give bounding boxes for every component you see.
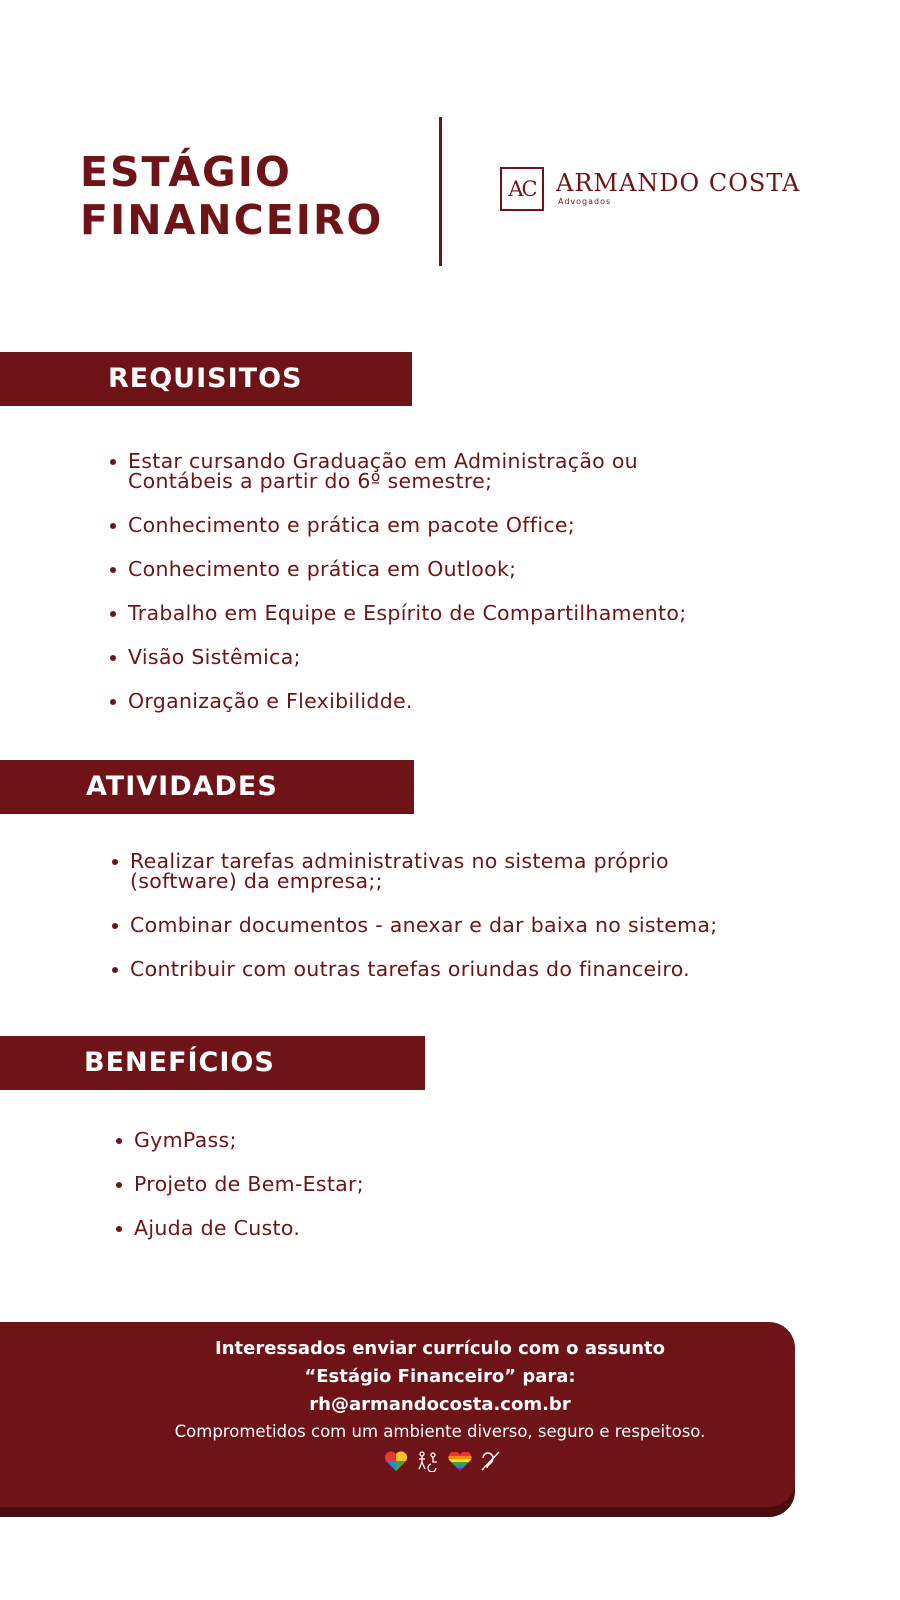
footer-line-2: “Estágio Financeiro” para:: [304, 1366, 576, 1387]
list-item: Estar cursando Graduação em Administração ou: [108, 452, 686, 471]
list-item: Conhecimento e prática em Outlook;: [108, 560, 686, 579]
accessibility-icon: [415, 1450, 441, 1472]
logo-subtitle: Advogados: [558, 197, 612, 206]
section-header-beneficios: [0, 1036, 425, 1090]
list-item: Combinar documentos - anexar e dar baixa no sistema;: [110, 916, 718, 935]
section-header-label: BENEFÍCIOS: [84, 1047, 275, 1078]
commitment-text: Comprometidos com um ambiente diverso, seguro e respeitoso.: [174, 1422, 706, 1441]
contact-footer: [0, 1322, 795, 1507]
section-header-atividades: [0, 760, 414, 814]
contact-email[interactable]: rh@armandocosta.com.br: [309, 1394, 571, 1415]
list-item-continuation: Contábeis a partir do 6º semestre;: [128, 469, 493, 493]
list-item: Ajuda de Custo.: [114, 1219, 364, 1238]
logo-mark: AC: [500, 167, 544, 211]
list-item: Projeto de Bem-Estar;: [114, 1175, 364, 1194]
atividades-list: [110, 849, 718, 981]
hearing-aid-icon: [479, 1450, 505, 1472]
rainbow-heart-icon: [447, 1450, 473, 1472]
requisitos-list: [108, 449, 687, 713]
list-item: Trabalho em Equipe e Espírito de Compartilhamento;: [108, 604, 686, 623]
section-header-label: REQUISITOS: [108, 363, 303, 394]
puzzle-heart-icon: [383, 1450, 409, 1472]
section-header-requisitos: [0, 352, 412, 406]
list-item: Conhecimento e prática em pacote Office;: [108, 516, 686, 535]
beneficios-list: [114, 1128, 364, 1240]
page-title: [80, 148, 383, 244]
list-item: Visão Sistêmica;: [108, 648, 686, 667]
title-line-1: ESTÁGIO: [80, 148, 292, 196]
section-header-label: ATIVIDADES: [86, 771, 278, 802]
list-item: GymPass;: [114, 1131, 364, 1150]
diversity-icons: [383, 1450, 505, 1472]
title-line-2: FINANCEIRO: [80, 196, 384, 244]
list-item-continuation: (software) da empresa;;: [130, 869, 383, 893]
vertical-divider: [439, 117, 442, 266]
list-item: Realizar tarefas administrativas no sistema próprio: [110, 852, 718, 871]
footer-line-1: Interessados enviar currículo com o assunto: [215, 1338, 665, 1359]
logo-name: ARMANDO COSTA: [556, 169, 801, 197]
list-item: Contribuir com outras tarefas oriundas do financeiro.: [110, 960, 718, 979]
list-item: Organização e Flexibilidde.: [108, 692, 686, 711]
